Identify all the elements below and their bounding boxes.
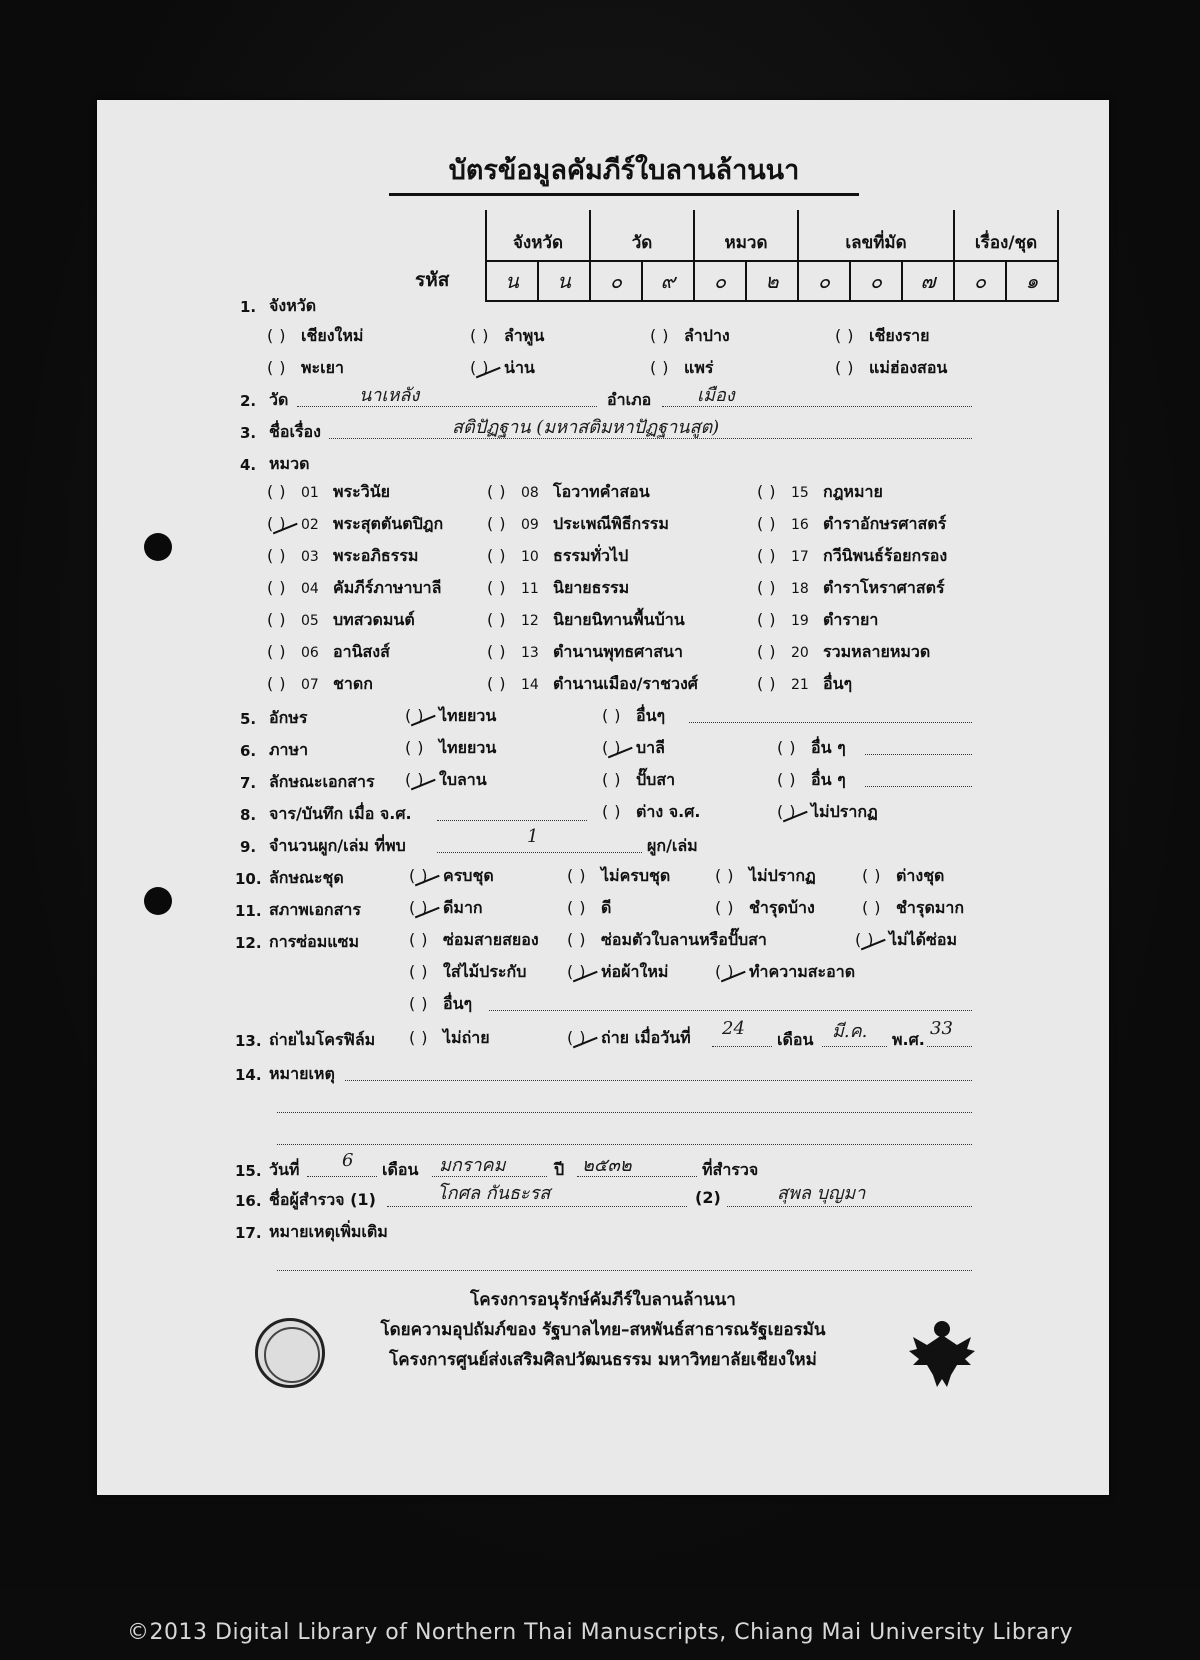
repair-option: () ใส่ไม้ประกับ [409, 962, 527, 981]
section-number: 9. [240, 838, 257, 856]
category-option: () 07 ชาดก [267, 674, 373, 693]
language-option: () ไทยยวน [405, 738, 497, 757]
survey-year: ๒๕๓๒ [582, 1155, 632, 1176]
document-type-option: () ปั๊บสา [602, 770, 676, 789]
remarks-line [277, 1112, 972, 1113]
category-option: () 13 ตำนานพุทธศาสนา [487, 642, 683, 661]
script-other-line [689, 722, 972, 723]
section-number: 12. [235, 934, 262, 952]
district-value: เมือง [697, 385, 735, 406]
microfilm-label: ถ่ายไมโครฟิล์ม [269, 1030, 376, 1049]
province-option: () แพร่ [650, 358, 714, 377]
category-option: () 21 อื่นๆ [757, 674, 853, 693]
volume-count-value: 1 [527, 826, 539, 847]
province-option: () ลำพูน [470, 326, 545, 345]
category-option: () 09 ประเพณีพิธีกรรม [487, 514, 669, 533]
code-label: รหัส [415, 269, 450, 291]
repair-other-line [489, 1010, 972, 1011]
code-digit: ๒ [746, 261, 798, 301]
condition-option: () ชำรุดมาก [862, 898, 965, 917]
footer-project: โครงการอนุรักษ์คัมภีร์ใบลานล้านนา [470, 1290, 736, 1310]
category-option: () 11 นิยายธรรม [487, 578, 630, 597]
microfilm-option: () ไม่ถ่าย [409, 1028, 490, 1047]
repair-option: () ซ่อมตัวใบลานหรือปั๊บสา [567, 930, 767, 949]
province-option: () แม่ฮ่องสอน [835, 358, 948, 377]
section-number: 11. [235, 902, 262, 920]
repair-label: การซ่อมแซม [269, 932, 359, 951]
script-option: () อื่นๆ [602, 706, 666, 725]
title-value: สติปัฏฐาน (มหาสติมหาปัฏฐานสูต) [452, 417, 720, 438]
remarks-line [277, 1144, 972, 1145]
script-label: อักษร [269, 708, 308, 727]
code-digit: ๙ [642, 261, 694, 301]
category-option: () 04 คัมภีร์ภาษาบาลี [267, 578, 442, 597]
condition-option: () ดี [567, 898, 612, 917]
microfilm-year-label: พ.ศ. [892, 1030, 925, 1049]
microfilm-year: 33 [930, 1018, 953, 1039]
category-option: () 17 กวีนิพนธ์ร้อยกรอง [757, 546, 948, 565]
code-digit: น [486, 261, 538, 301]
microfilm-month-line [822, 1046, 887, 1047]
section-number: 6. [240, 742, 257, 760]
section-number: 5. [240, 710, 257, 728]
code-header-province: จังหวัด [486, 210, 590, 261]
language-option-checked: () บาลี [602, 738, 665, 757]
set-status-option: () ไม่ปรากฏ [715, 866, 816, 885]
repair-option-checked: () ทำความสะอาด [715, 962, 856, 981]
province-option-checked: () น่าน [470, 358, 535, 377]
code-digit: ๐ [798, 261, 850, 301]
surveyor2-name: สุพล บุญมา [777, 1183, 866, 1204]
category-option: () 08 โอวาทคำสอน [487, 482, 650, 501]
district-label: อำเภอ [607, 390, 652, 409]
section-number: 16. [235, 1192, 262, 1210]
category-option: () 01 พระวินัย [267, 482, 391, 501]
category-option: () 06 อานิสงส์ [267, 642, 390, 661]
province-option: () ลำปาง [650, 326, 730, 345]
code-header-story: เรื่อง/ชุด [954, 210, 1058, 261]
survey-year-label: ปี [554, 1160, 565, 1179]
surveyor2-label: (2) [695, 1188, 721, 1207]
province-option: () เชียงใหม่ [267, 326, 364, 345]
province-label: จังหวัด [269, 296, 317, 315]
german-eagle-icon [907, 1315, 977, 1390]
code-header-temple: วัด [590, 210, 694, 261]
footer-center: โครงการศูนย์ส่งเสริมศิลปวัฒนธรรม มหาวิทยาลัยเชียงใหม่ [389, 1350, 817, 1370]
section-number: 13. [235, 1032, 262, 1050]
microfilm-option-checked: () ถ่าย เมื่อวันที่ [567, 1028, 691, 1047]
repair-option: () อื่นๆ [409, 994, 473, 1013]
category-option: () 14 ตำนานเมือง/ราชวงศ์ [487, 674, 698, 693]
category-option: () 19 ตำรายา [757, 610, 879, 629]
document-type-label: ลักษณะเอกสาร [269, 772, 375, 791]
inscription-option-checked: () ไม่ปรากฏ [777, 802, 878, 821]
category-option: () 16 ตำราอักษรศาสตร์ [757, 514, 947, 533]
category-label: หมวด [269, 454, 310, 473]
set-status-option: () ต่างชุด [862, 866, 945, 885]
repair-option: () ซ่อมสายสยอง [409, 930, 539, 949]
repair-option-checked: () ห่อผ้าใหม่ [567, 962, 669, 981]
volume-count-label: จำนวนผูก/เล่ม ที่พบ [269, 836, 406, 855]
additional-notes-line [277, 1270, 972, 1271]
code-header-category: หมวด [694, 210, 798, 261]
code-digit: ๐ [954, 261, 1006, 301]
footer-sponsor: โดยความอุปถัมภ์ของ รัฐบาลไทย–สหพันธ์สาธารณรัฐเยอรมัน [380, 1320, 826, 1340]
survey-date-suffix: ที่สำรวจ [702, 1160, 759, 1179]
category-option: () 03 พระอภิธรรม [267, 546, 419, 565]
code-table [485, 210, 1059, 302]
section-number: 1. [240, 298, 257, 316]
title-label: ชื่อเรื่อง [269, 422, 321, 441]
code-digit: ๐ [850, 261, 902, 301]
category-option-checked: () 02 พระสุตตันตปิฎก [267, 514, 444, 533]
condition-label: สภาพเอกสาร [269, 900, 361, 919]
survey-date-label: วันที่ [269, 1160, 300, 1179]
category-option: () 10 ธรรมทั่วไป [487, 546, 629, 565]
temple-value: นาเหลัง [359, 385, 420, 406]
section-number: 4. [240, 456, 257, 474]
script-option-checked: () ไทยยวน [405, 706, 497, 725]
temple-label: วัด [269, 390, 289, 409]
set-status-option-checked: () ครบชุด [409, 866, 494, 885]
microfilm-month: มี.ค. [832, 1021, 868, 1042]
set-status-label: ลักษณะชุด [269, 868, 344, 887]
microfilm-day-line [712, 1046, 772, 1047]
punch-hole-top [144, 533, 172, 561]
university-seal-icon [255, 1318, 325, 1388]
surveyor1-name: โกศล กันธะรส [437, 1183, 551, 1204]
language-other-line [865, 754, 972, 755]
copyright-notice: ©2013 Digital Library of Northern Thai Manuscripts, Chiang Mai University Library [127, 1620, 1073, 1645]
province-option: () พะเยา [267, 358, 344, 377]
section-number: 10. [235, 870, 262, 888]
code-header-bundle: เลขที่มัด [798, 210, 954, 261]
additional-notes-label: หมายเหตุเพิ่มเติม [269, 1222, 388, 1241]
condition-option: () ชำรุดบ้าง [715, 898, 815, 917]
document-type-option: () อื่น ๆ [777, 770, 846, 789]
document-type-option-checked: () ใบลาน [405, 770, 487, 789]
section-number: 8. [240, 806, 257, 824]
section-number: 3. [240, 424, 257, 442]
code-digit: ๑ [1006, 261, 1058, 301]
remarks-line [345, 1080, 972, 1081]
category-option: () 05 บทสวดมนต์ [267, 610, 415, 629]
inscription-option: () ต่าง จ.ศ. [602, 802, 701, 821]
category-option: () 20 รวมหลายหมวด [757, 642, 931, 661]
card-title: บัตรข้อมูลคัมภีร์ใบลานล้านนา [389, 148, 859, 196]
survey-month: มกราคม [439, 1155, 506, 1176]
volume-count-line [437, 852, 642, 853]
section-number: 7. [240, 774, 257, 792]
survey-day-line [307, 1176, 377, 1177]
category-option: () 18 ตำราโหราศาสตร์ [757, 578, 945, 597]
survey-month-label: เดือน [382, 1160, 419, 1179]
document-type-other-line [865, 786, 972, 787]
punch-hole-bottom [144, 887, 172, 915]
section-number: 2. [240, 392, 257, 410]
section-number: 17. [235, 1224, 262, 1242]
volume-unit: ผูก/เล่ม [647, 836, 698, 855]
language-option: () อื่น ๆ [777, 738, 846, 757]
inscription-label: จาร/บันทึก เมื่อ จ.ศ. [269, 804, 412, 823]
repair-option-checked: () ไม่ได้ซ่อม [855, 930, 958, 949]
section-number: 15. [235, 1162, 262, 1180]
microfilm-day: 24 [722, 1018, 745, 1039]
remarks-label: หมายเหตุ [269, 1064, 335, 1083]
category-option: () 15 กฎหมาย [757, 482, 883, 501]
inscription-line [437, 820, 587, 821]
category-option: () 12 นิยายนิทานพื้นบ้าน [487, 610, 685, 629]
surveyor-label: ชื่อผู้สำรวจ (1) [269, 1190, 376, 1209]
code-digit: ๐ [590, 261, 642, 301]
manuscript-data-card [97, 100, 1109, 1495]
microfilm-month-label: เดือน [777, 1030, 814, 1049]
code-digit: ๗ [902, 261, 954, 301]
temple-line [297, 406, 597, 407]
microfilm-year-line [927, 1046, 972, 1047]
code-digit: น [538, 261, 590, 301]
set-status-option: () ไม่ครบชุด [567, 866, 671, 885]
section-number: 14. [235, 1066, 262, 1084]
language-label: ภาษา [269, 740, 309, 759]
condition-option-checked: () ดีมาก [409, 898, 483, 917]
province-option: () เชียงราย [835, 326, 930, 345]
code-digit: ๐ [694, 261, 746, 301]
survey-day: 6 [342, 1150, 354, 1171]
